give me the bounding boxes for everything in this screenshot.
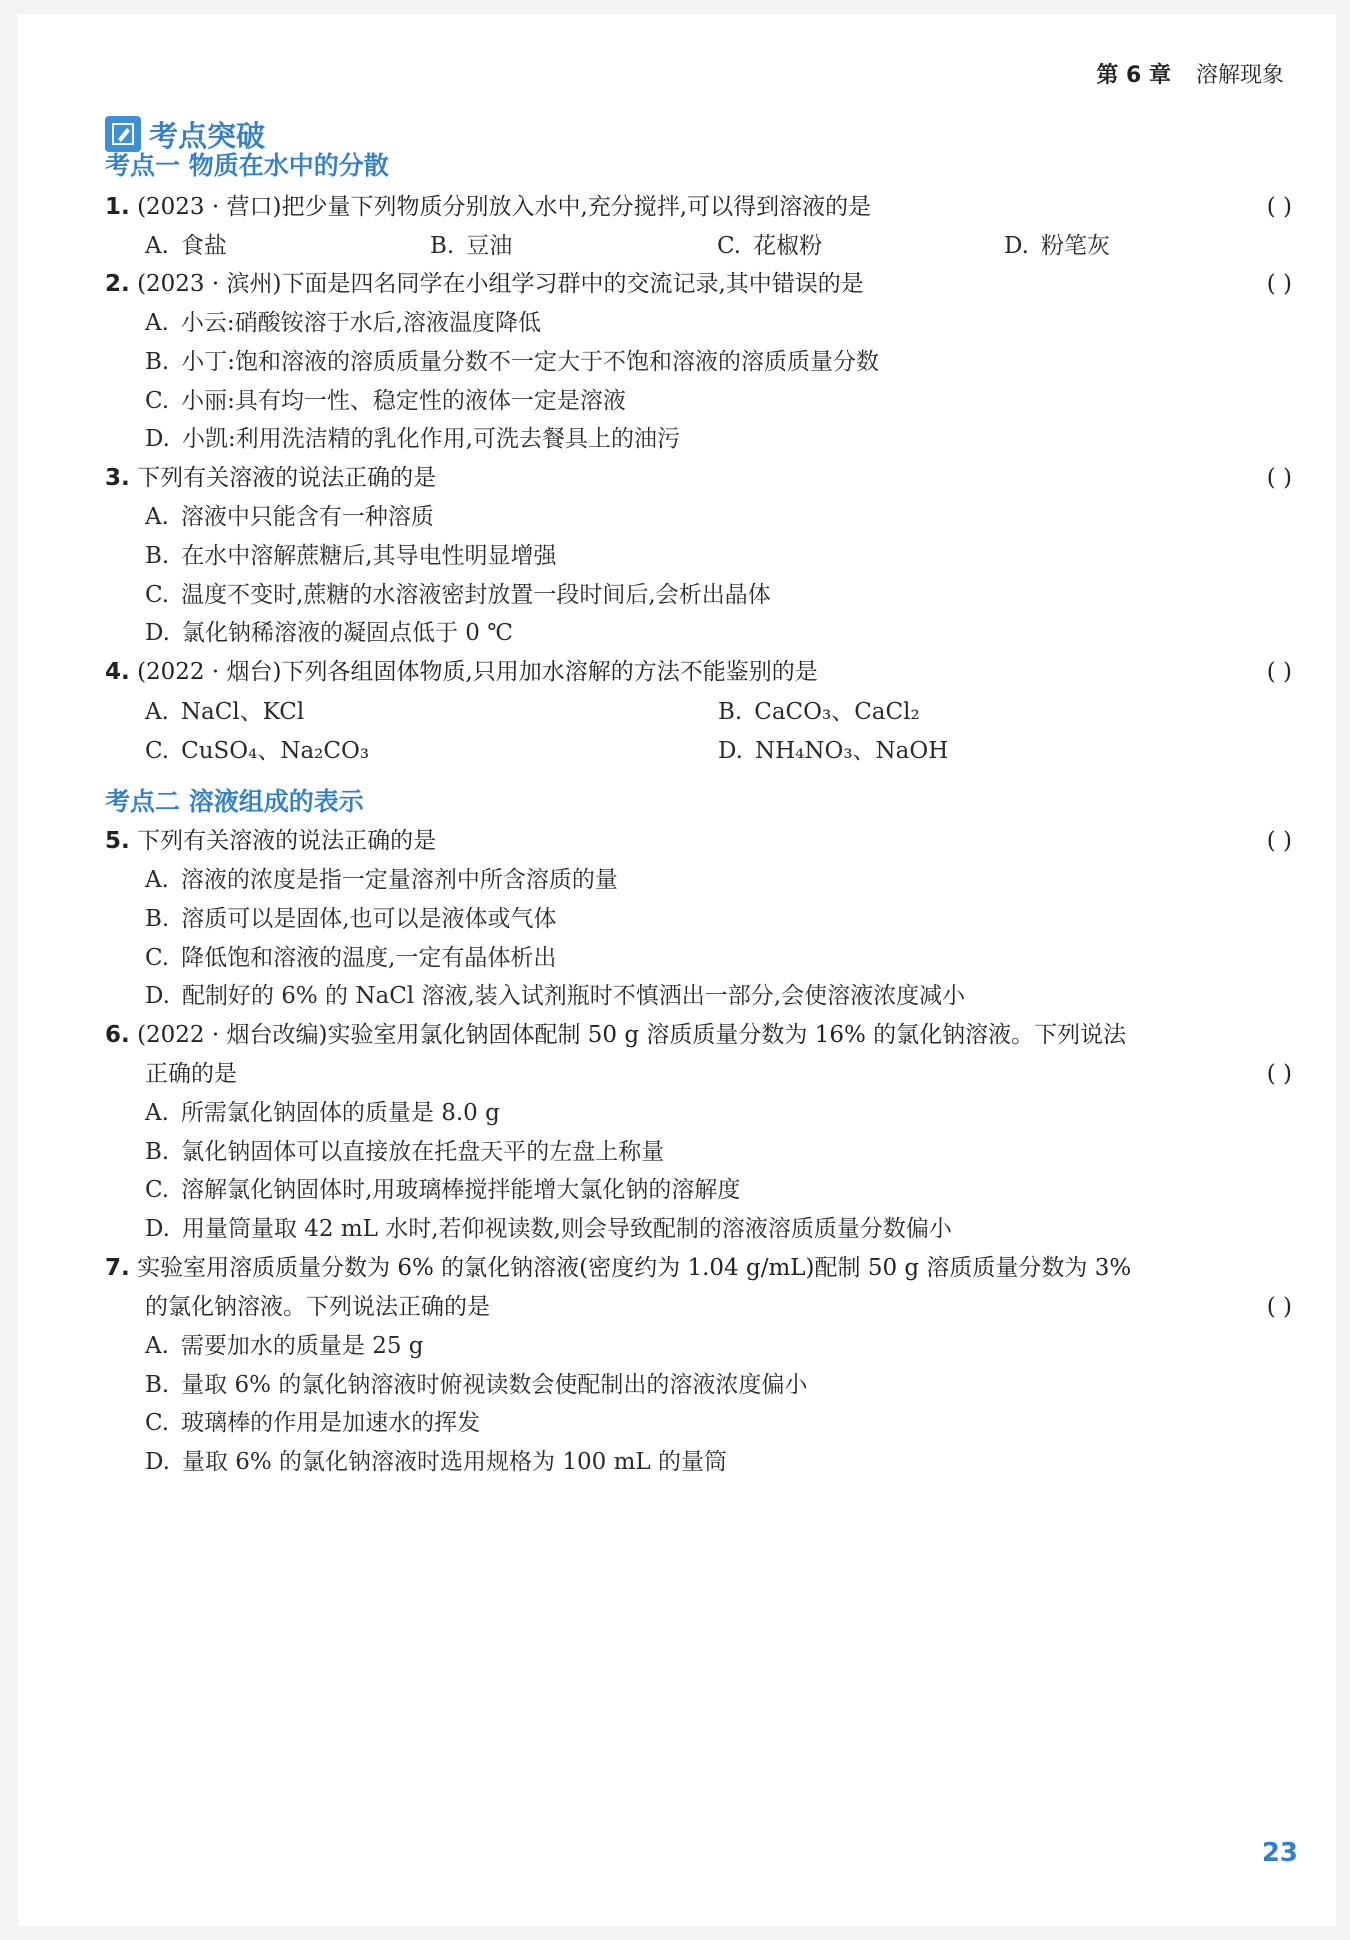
question-text: 下列有关溶液的说法正确的是: [137, 828, 437, 854]
option-d: D. NH₄NO₃、NaOH: [718, 738, 949, 764]
section-heading-1: 考点一 物质在水中的分散: [105, 151, 389, 180]
answer-bracket: ( ): [1266, 1294, 1292, 1320]
option-b: B. 氯化钠固体可以直接放在托盘天平的左盘上称量: [145, 1139, 665, 1165]
answer-bracket: ( ): [1266, 271, 1292, 297]
question-3: 3. 下列有关溶液的说法正确的是: [105, 465, 437, 491]
option-b: B. 量取 6% 的氯化钠溶液时俯视读数会使配制出的溶液浓度偏小: [145, 1372, 808, 1398]
page-header: [1096, 58, 1284, 89]
question-text: (2022 · 烟台)下列各组固体物质,只用加水溶解的方法不能鉴别的是: [137, 659, 818, 685]
option-d: D. 量取 6% 的氯化钠溶液时选用规格为 100 mL 的量筒: [145, 1449, 727, 1475]
question-2: 2. (2023 · 滨州)下面是四名同学在小组学习群中的交流记录,其中错误的是: [105, 271, 864, 297]
option-c: C. 小丽:具有均一性、稳定性的液体一定是溶液: [145, 388, 626, 414]
answer-bracket: ( ): [1266, 465, 1292, 491]
option-b: B. CaCO₃、CaCl₂: [718, 699, 920, 725]
answer-bracket: ( ): [1266, 659, 1292, 685]
option-a: A. 溶液的浓度是指一定量溶剂中所含溶质的量: [145, 867, 618, 893]
question-1: 1. (2023 · 营口)把少量下列物质分别放入水中,充分搅拌,可以得到溶液的是: [105, 194, 872, 220]
option-d: D. 粉笔灰: [1004, 233, 1110, 259]
question-text: 下列有关溶液的说法正确的是: [137, 465, 437, 491]
option-a: A. 溶液中只能含有一种溶质: [145, 504, 434, 530]
answer-bracket: ( ): [1266, 828, 1292, 854]
chapter-number: 第 6 章: [1096, 63, 1171, 88]
option-d: D. 配制好的 6% 的 NaCl 溶液,装入试剂瓶时不慎洒出一部分,会使溶液浓度减小: [145, 983, 966, 1009]
question-5: 5. 下列有关溶液的说法正确的是: [105, 828, 437, 854]
option-c: C. 溶解氯化钠固体时,用玻璃棒搅拌能增大氯化钠的溶解度: [145, 1177, 741, 1203]
option-c: C. 温度不变时,蔗糖的水溶液密封放置一段时间后,会析出晶体: [145, 582, 771, 608]
option-c: C. 玻璃棒的作用是加速水的挥发: [145, 1410, 481, 1436]
question-text: (2023 · 滨州)下面是四名同学在小组学习群中的交流记录,其中错误的是: [137, 271, 864, 297]
page-number: 23: [1261, 1838, 1298, 1868]
chapter-title: 溶解现象: [1195, 63, 1284, 88]
question-7: 7. 实验室用溶质质量分数为 6% 的氯化钠溶液(密度约为 1.04 g/mL)配制 50 g 溶质质量分数为 3%: [105, 1255, 1132, 1281]
option-c: C. 花椒粉: [717, 233, 823, 259]
section-heading-2: 考点二 溶液组成的表示: [105, 787, 364, 816]
option-b: B. 豆油: [430, 233, 513, 259]
option-a: A. 食盐: [145, 233, 227, 259]
option-a: A. 需要加水的质量是 25 g: [145, 1333, 424, 1359]
option-a: A. 小云:硝酸铵溶于水后,溶液温度降低: [145, 310, 541, 336]
answer-bracket: ( ): [1266, 1061, 1292, 1087]
option-c: C. CuSO₄、Na₂CO₃: [145, 738, 370, 764]
banner-title: 考点突破: [149, 118, 266, 153]
option-b: B. 溶质可以是固体,也可以是液体或气体: [145, 906, 557, 932]
option-d: D. 小凯:利用洗洁精的乳化作用,可洗去餐具上的油污: [145, 426, 680, 452]
option-d: D. 氯化钠稀溶液的凝固点低于 0 ℃: [145, 620, 513, 646]
question-7-continued: 的氯化钠溶液。下列说法正确的是: [145, 1294, 490, 1320]
question-4: 4. (2022 · 烟台)下列各组固体物质,只用加水溶解的方法不能鉴别的是: [105, 659, 818, 685]
question-6: 6. (2022 · 烟台改编)实验室用氯化钠固体配制 50 g 溶质质量分数为 16% 的氯化钠溶液。下列说法: [105, 1022, 1127, 1048]
option-c: C. 降低饱和溶液的温度,一定有晶体析出: [145, 945, 557, 971]
question-text: 实验室用溶质质量分数为 6% 的氯化钠溶液(密度约为 1.04 g/mL)配制 50 g 溶质质量分数为 3%: [137, 1255, 1132, 1281]
option-a: A. NaCl、KCl: [145, 699, 305, 725]
question-6-continued: 正确的是: [145, 1061, 237, 1087]
option-b: B. 小丁:饱和溶液的溶质质量分数不一定大于不饱和溶液的溶质质量分数: [145, 349, 879, 375]
question-text: (2022 · 烟台改编)实验室用氯化钠固体配制 50 g 溶质质量分数为 16% 的氯化钠溶液。下列说法: [137, 1022, 1127, 1048]
option-a: A. 所需氯化钠固体的质量是 8.0 g: [145, 1100, 500, 1126]
option-b: B. 在水中溶解蔗糖后,其导电性明显增强: [145, 543, 557, 569]
option-d: D. 用量筒量取 42 mL 水时,若仰视读数,则会导致配制的溶液溶质质量分数偏小: [145, 1216, 952, 1242]
answer-bracket: ( ): [1266, 194, 1292, 220]
question-text: (2023 · 营口)把少量下列物质分别放入水中,充分搅拌,可以得到溶液的是: [137, 194, 872, 220]
